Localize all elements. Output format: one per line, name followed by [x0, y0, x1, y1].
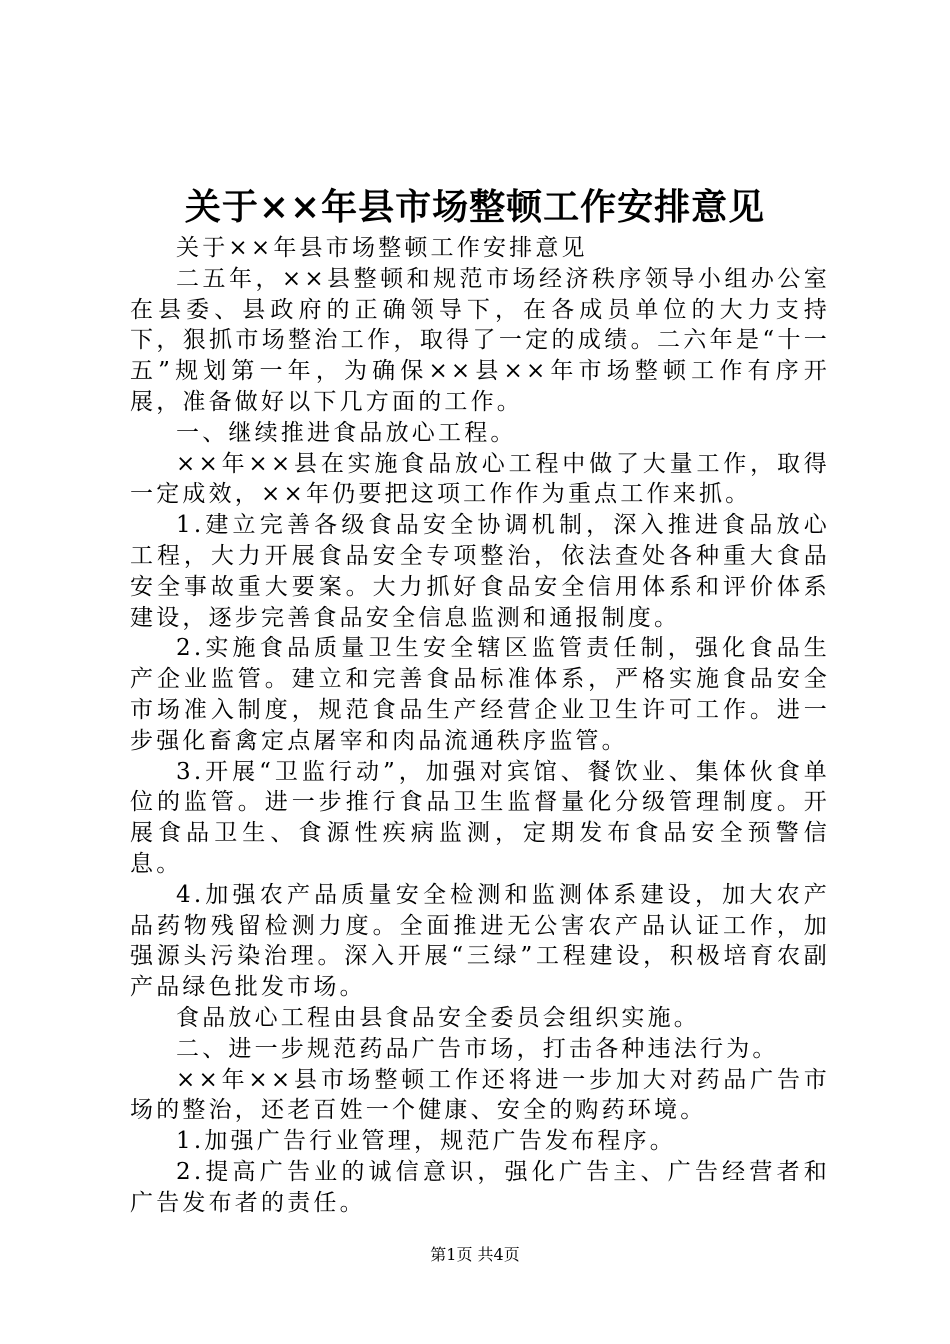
paragraph-intro: 二五年，××县整顿和规范市场经济秩序领导小组办公室在县委、县政府的正确领导下，在各成员单位的大力支持下，狠抓市场整治工作，取得了一定的成绩。二六年是“十一五”规划第一年，为确保××县××年市场整顿工作有序开展，准备做好以下几方面的工作。	[130, 265, 830, 415]
document-body	[130, 233, 830, 1219]
paragraph-item-2-2: 2.提高广告业的诚信意识，强化广告主、广告经营者和广告发布者的责任。	[130, 1158, 830, 1216]
paragraph-section-1-intro: ××年××县在实施食品放心工程中做了大量工作，取得一定成效，××年仍要把这项工作作为重点工作来抓。	[130, 450, 830, 508]
paragraph-item-2-1: 1.加强广告行业管理，规范广告发布程序。	[176, 1128, 676, 1155]
paragraph-item-1-1: 1.建立完善各级食品安全协调机制，深入推进食品放心工程，大力开展食品安全专项整治，依法查处各种重大食品安全事故重大要案。大力抓好食品安全信用体系和评价体系建设，逐步完善食品安全信息监测和通报制度。	[130, 512, 830, 631]
document-title: 关于××年县市场整顿工作安排意见	[184, 186, 766, 228]
paragraph-item-1-2: 2.实施食品质量卫生安全辖区监管责任制，强化食品生产企业监管。建立和完善食品标准体系，严格实施食品安全市场准入制度，规范食品生产经营企业卫生许可工作。进一步强化畜禽定点屠宰和肉品流通秩序监管。	[130, 635, 830, 754]
paragraph-item-1-3: 3.开展“卫监行动”，加强对宾馆、餐饮业、集体伙食单位的监管。进一步推行食品卫生监督量化分级管理制度。开展食品卫生、食源性疾病监测，定期发布食品安全预警信息。	[130, 758, 830, 877]
paragraph-section-1-summary: 食品放心工程由县食品安全委员会组织实施。	[176, 1004, 700, 1031]
page-number-footer: 第1页 共4页	[430, 1245, 520, 1264]
paragraph-item-1-4: 4.加强农产品质量安全检测和监测体系建设，加大农产品药物残留检测力度。全面推进无公害农产品认证工作，加强源头污染治理。深入开展“三绿”工程建设，积极培育农副产品绿色批发市场。	[130, 881, 830, 1001]
paragraph-section-2-intro: ××年××县市场整顿工作还将进一步加大对药品广告市场的整治，还老百姓一个健康、安全的购药环境。	[130, 1066, 830, 1124]
paragraph-heading-repeat: 关于××年县市场整顿工作安排意见	[176, 235, 588, 261]
section-heading-1: 一、继续推进食品放心工程。	[176, 419, 517, 446]
section-heading-2: 二、进一步规范药品广告市场，打击各种违法行为。	[176, 1035, 779, 1062]
